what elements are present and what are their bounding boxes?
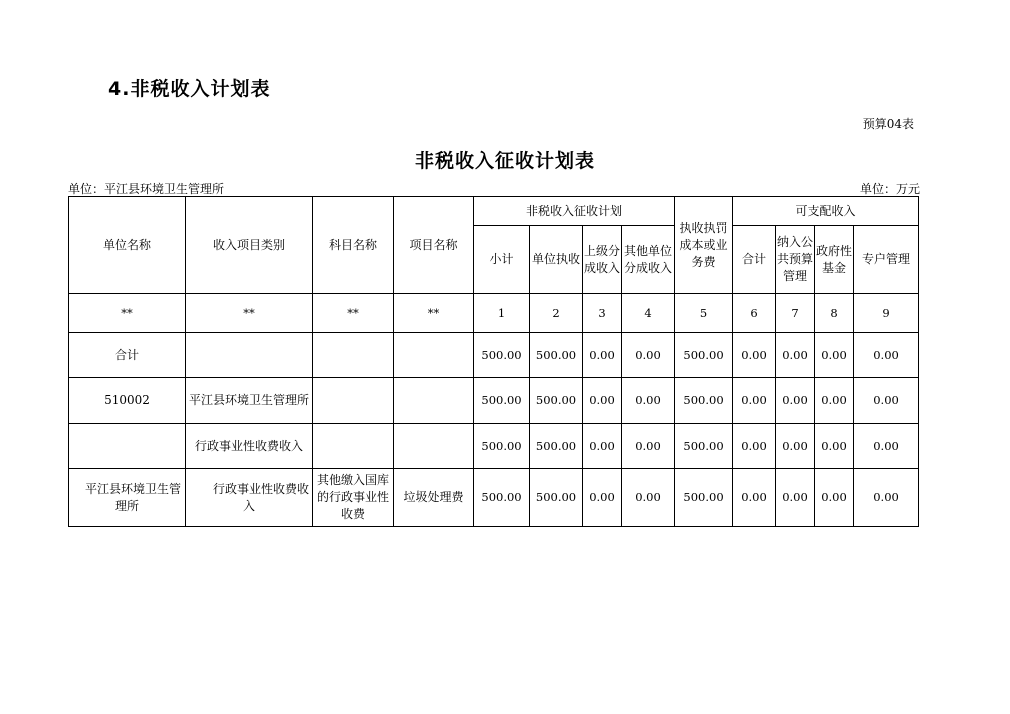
header-subject-name: 科目名称 [313, 197, 394, 294]
table-row [69, 424, 919, 469]
value-cell: 500.00 [474, 424, 530, 469]
form-number: 预算04表 [862, 117, 914, 131]
row-category-cell [186, 333, 313, 378]
value-cell: 500.00 [474, 333, 530, 378]
value-cell: 0.00 [583, 424, 622, 469]
header-subtotal: 小计 [474, 226, 530, 294]
value-cell: 0.00 [622, 378, 675, 424]
value-cell: 0.00 [583, 469, 622, 527]
value-cell: 0.00 [622, 333, 675, 378]
index-cell: ** [313, 294, 394, 333]
row-unit-cell: 平江县环境卫生管理所 [69, 469, 186, 527]
document-title: 非税收入征收计划表 [414, 150, 595, 172]
index-cell: 6 [733, 294, 776, 333]
row-category-cell: 行政事业性收费收入 [186, 424, 313, 469]
index-cell: 8 [815, 294, 854, 333]
value-cell: 0.00 [815, 469, 854, 527]
index-cell: 7 [776, 294, 815, 333]
table-row [69, 469, 919, 527]
value-cell: 0.00 [776, 424, 815, 469]
row-project-cell [394, 333, 474, 378]
value-cell: 500.00 [530, 469, 583, 527]
value-cell: 0.00 [776, 333, 815, 378]
header-total: 合计 [733, 226, 776, 294]
value-cell: 500.00 [675, 469, 733, 527]
value-cell: 500.00 [474, 378, 530, 424]
row-project-cell [394, 424, 474, 469]
table-row [69, 333, 919, 378]
value-cell: 0.00 [815, 378, 854, 424]
header-unit-name: 单位名称 [69, 197, 186, 294]
index-cell: 1 [474, 294, 530, 333]
header-public-budget: 纳入公共预算管理 [776, 226, 815, 294]
header-enforcement-cost: 执收执罚成本或业务费 [675, 197, 733, 294]
value-cell: 0.00 [622, 424, 675, 469]
header-project-name: 项目名称 [394, 197, 474, 294]
section-heading: 4.非税收入计划表 [108, 78, 271, 100]
row-category-cell: 行政事业性收费收入 [186, 469, 313, 527]
row-project-cell [394, 378, 474, 424]
row-subject-cell [313, 333, 394, 378]
value-cell: 500.00 [474, 469, 530, 527]
value-cell: 0.00 [854, 469, 919, 527]
index-cell: 9 [854, 294, 919, 333]
index-cell: 5 [675, 294, 733, 333]
value-cell: 0.00 [733, 424, 776, 469]
row-project-cell: 垃圾处理费 [394, 469, 474, 527]
header-other-unit-share: 其他单位分成收入 [622, 226, 675, 294]
index-cell: 3 [583, 294, 622, 333]
unit-organization: 单位：平江县环境卫生管理所 [68, 182, 225, 196]
value-cell: 0.00 [854, 333, 919, 378]
row-unit-cell: 510002 [69, 378, 186, 424]
row-unit-cell [69, 424, 186, 469]
header-income-category: 收入项目类别 [186, 197, 313, 294]
value-cell: 0.00 [776, 378, 815, 424]
value-cell: 0.00 [854, 378, 919, 424]
index-cell: ** [394, 294, 474, 333]
index-cell: ** [186, 294, 313, 333]
row-category-cell: 平江县环境卫生管理所 [186, 378, 313, 424]
value-cell: 0.00 [733, 469, 776, 527]
row-unit-cell: 合计 [69, 333, 186, 378]
value-cell: 0.00 [815, 333, 854, 378]
table-row [69, 378, 919, 424]
value-cell: 500.00 [675, 333, 733, 378]
value-cell: 0.00 [854, 424, 919, 469]
value-cell: 500.00 [530, 333, 583, 378]
index-cell: 2 [530, 294, 583, 333]
row-subject-cell [313, 378, 394, 424]
value-cell: 500.00 [530, 424, 583, 469]
header-gov-fund: 政府性基金 [815, 226, 854, 294]
value-cell: 0.00 [622, 469, 675, 527]
header-special-mgmt: 专户管理 [854, 226, 919, 294]
value-cell: 500.00 [675, 378, 733, 424]
value-cell: 0.00 [583, 333, 622, 378]
value-cell: 0.00 [733, 378, 776, 424]
unit-currency: 单位：万元 [859, 182, 920, 196]
non-tax-income-table [68, 196, 919, 527]
value-cell: 0.00 [583, 378, 622, 424]
header-unit-collect: 单位执收 [530, 226, 583, 294]
value-cell: 0.00 [776, 469, 815, 527]
header-plan-group: 非税收入征收计划 [474, 197, 675, 226]
index-cell: 4 [622, 294, 675, 333]
value-cell: 500.00 [675, 424, 733, 469]
value-cell: 0.00 [733, 333, 776, 378]
value-cell: 500.00 [530, 378, 583, 424]
value-cell: 0.00 [815, 424, 854, 469]
index-row [69, 294, 919, 333]
row-subject-cell [313, 424, 394, 469]
index-cell: ** [69, 294, 186, 333]
header-disposable-group: 可支配收入 [733, 197, 919, 226]
header-upper-share: 上级分成收入 [583, 226, 622, 294]
row-subject-cell: 其他缴入国库的行政事业性收费 [313, 469, 394, 527]
